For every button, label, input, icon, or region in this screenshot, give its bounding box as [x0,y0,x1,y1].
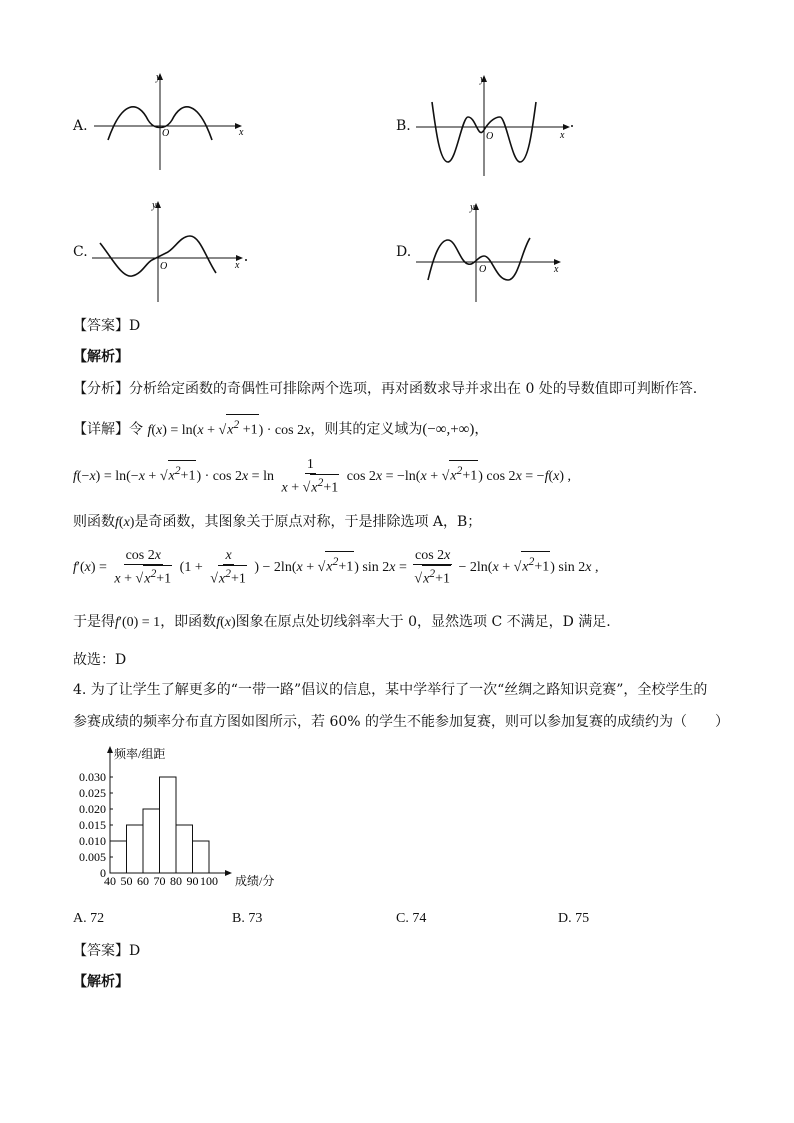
histogram-bar [127,825,144,873]
q3-answer: 【答案】D [73,318,141,334]
choice-c[interactable]: C. 74 [396,911,427,926]
q4-answer: 【答案】D [73,943,141,959]
x-tick-label: 100 [200,874,218,888]
histogram-bar [160,777,177,873]
x-tick-label: 40 [104,874,116,888]
derivative: f′(x) = $\frac{\cos 2x}{x + √x^2+1}$ (1 + $\frac{x}{√x^2+1}$ ) − $2\ln(x + √x^2+1)$ sin 2x = $\frac{\cos 2x}{√x^2+1}$ − $2\ln(x + √x^2+1)$ sin 2x , [73,548,599,587]
slope-text: 图象在原点处切线斜率大于 0，显然选项 C 不满足，D 满足. [235,614,611,630]
detail-text: ， [474,421,489,438]
y-tick-label: 0.020 [79,802,106,816]
slope-text: ，即函数 [160,614,217,630]
x-axis-label: x [554,264,559,275]
detail-text: 令 [129,421,143,438]
origin-label: O [479,264,487,275]
option-b-graph [412,72,577,177]
analysis-text: 分析给定函数的奇偶性可排除两个选项，再对函数求导并求出在 0 处的导数值即可判断作答. [129,381,698,397]
frequency-histogram [70,742,310,892]
q3-analysis [73,379,697,399]
y-tick-label: 0.015 [79,818,106,832]
slope-text: 于是得 [73,614,115,630]
function-def: $f(x) = \ln(x + √x^2 +1) \cdot \cos 2x$ [147,423,310,438]
x-axis-label: x [560,130,565,141]
y-tick-label: 0 [100,866,106,880]
option-a-letter: A. [73,118,88,134]
y-tick-label: 0.030 [79,770,106,784]
y-axis-label: y [480,74,485,85]
option-a-graph [90,70,250,175]
y-tick-label: 0.025 [79,786,106,800]
y-axis-label: 频率/组距 [114,747,166,761]
choice-a[interactable]: A. 72 [73,911,105,926]
q3-detail-line [73,414,488,441]
q4-jiexi: 【解析】 [73,974,129,990]
x-tick-label: 80 [170,874,182,888]
option-d-letter: D. [396,244,412,260]
y-tick-label: 0.005 [79,850,106,864]
y-axis-label: y [152,200,157,211]
fprime0: f′(0) = 1 [115,615,161,630]
origin-label: O [486,131,494,142]
option-b-letter: B. [396,118,411,134]
option-d-graph [412,200,572,305]
choice-b[interactable]: B. 73 [232,911,263,926]
detail-tag: 【详解】 [73,421,129,438]
histogram-bar [176,825,193,873]
odd-derivation: $f(-x) = \ln(-x + √x^2+1) \cdot \cos 2x = \ln$ $\frac{1}{x + √x^2+1}$ $\cos 2x = -\ln(x + √x^2+1)$ cos 2x = −f(x) , [73,457,572,496]
y-axis-label: y [470,202,475,213]
q3-choose: 故选：D [73,652,127,668]
domain: (−∞,+∞) [422,421,475,438]
option-c-letter: C. [73,244,88,260]
fx-symbol: f(x) [216,615,236,630]
q3-jiexi: 【解析】 [73,349,129,365]
option-c-graph [88,198,253,303]
slope-line [73,612,611,633]
analysis-tag: 【分析】 [73,381,129,397]
odd-text: 是奇函数，其图象关于原点对称，于是排除选项 A，B； [134,514,482,530]
y-axis-arrow [107,746,113,753]
fx-symbol: f(x) [115,515,135,530]
histogram-bar [143,809,160,873]
x-tick-label: 50 [120,874,133,888]
origin-label: O [160,261,168,272]
x-axis-label: x [239,127,244,138]
x-tick-label: 60 [137,874,149,888]
x-axis-label: 成绩/分 [235,874,275,888]
histogram-bar [193,841,210,873]
detail-text: ，则其的定义域为 [310,421,423,438]
x-axis-arrow [225,870,232,876]
odd-conclusion [73,512,481,533]
x-axis-label: x [235,260,240,271]
q4-stem-line2: 参赛成绩的频率分布直方图如图所示，若 60% 的学生不能参加复赛，则可以参加复赛的成绩约为（ ） [73,714,730,730]
q4-stem-line1: 4. 为了让学生了解更多的“一带一路”倡议的信息，某中学举行了一次“丝绸之路知识竞赛”，全校学生的 [73,682,708,698]
x-tick-label: 70 [153,874,166,888]
y-tick-label: 0.010 [79,834,106,848]
y-axis-label: y [156,72,161,83]
odd-text: 则函数 [73,514,115,530]
origin-label: O [162,128,170,139]
choice-d[interactable]: D. 75 [558,911,590,926]
x-tick-label: 90 [186,874,199,888]
